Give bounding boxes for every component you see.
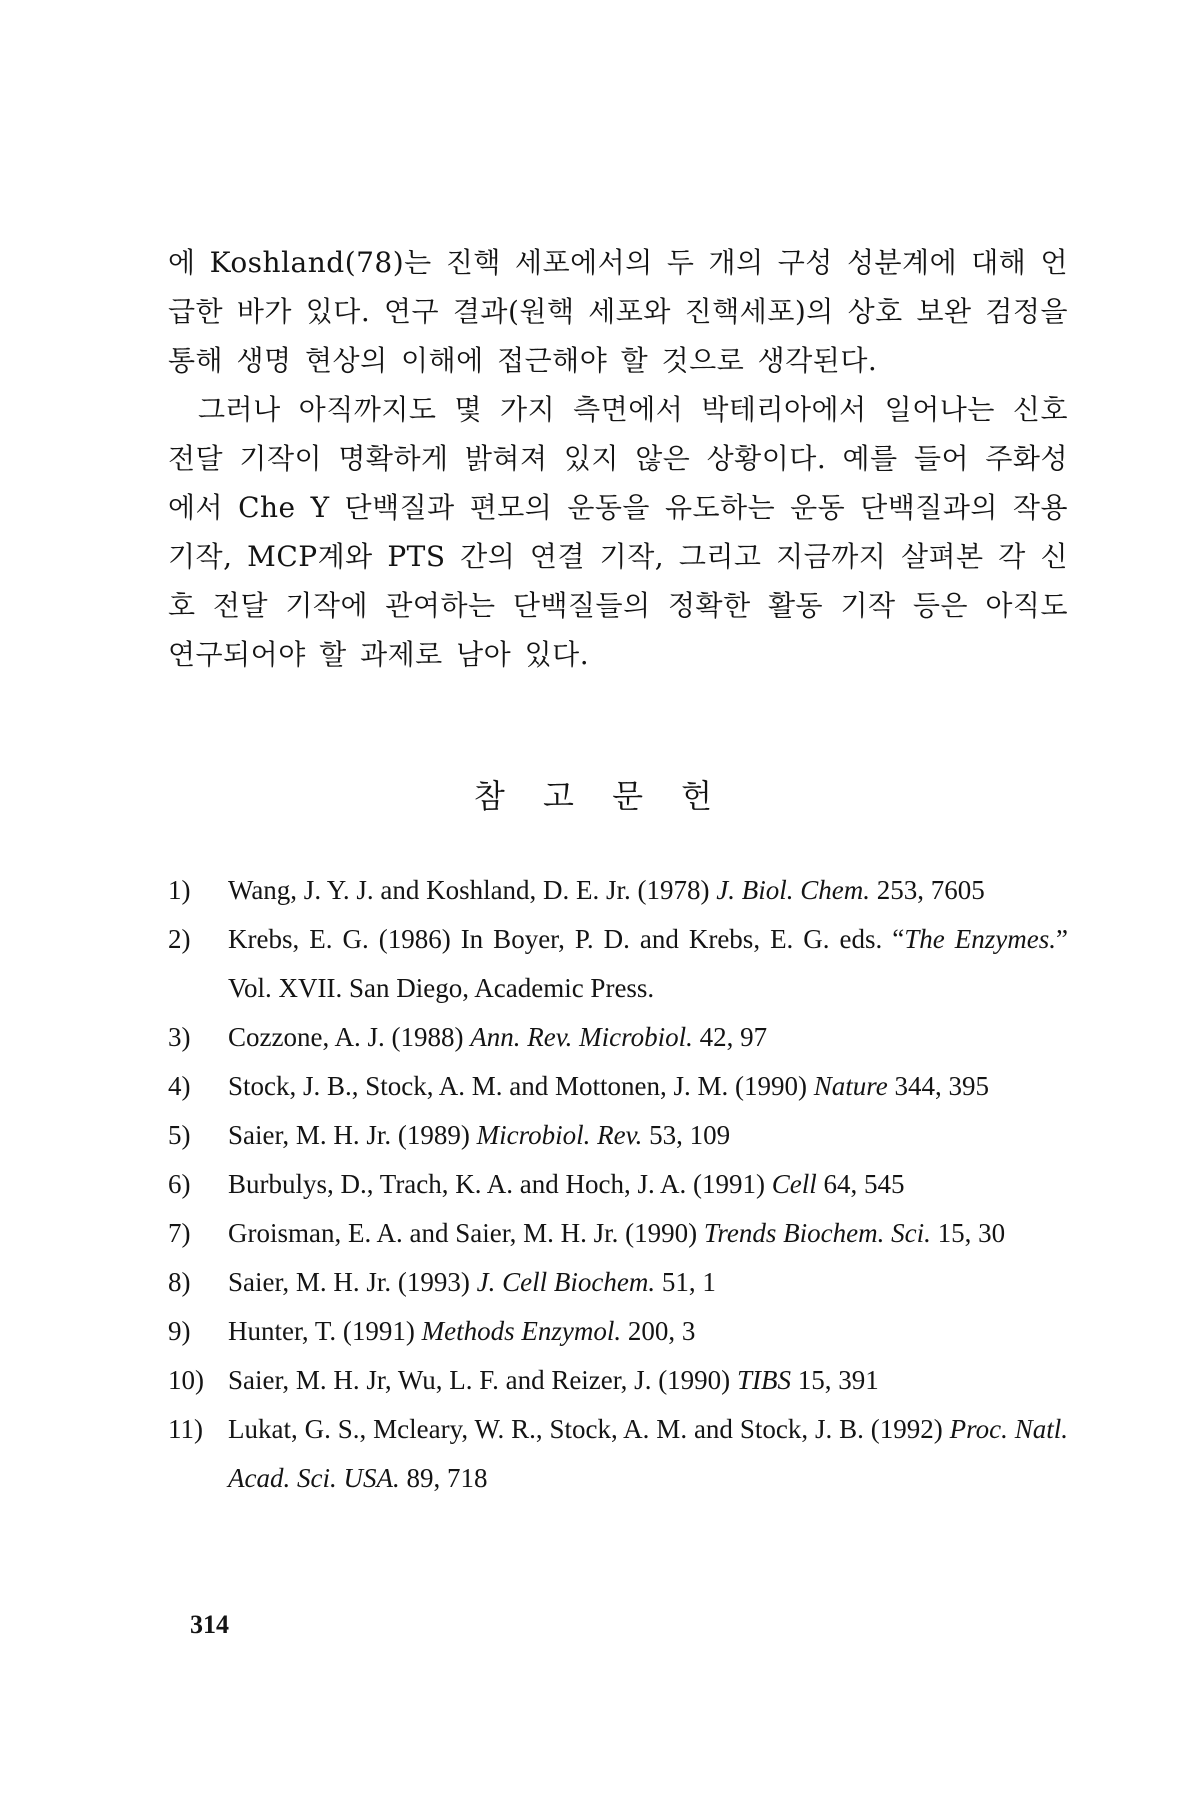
reference-list	[168, 866, 1068, 1503]
reference-journal: Nature	[813, 1071, 888, 1101]
reference-journal: Methods Enzymol.	[421, 1316, 622, 1346]
reference-text	[228, 1209, 1068, 1258]
reference-volume: 15, 30	[930, 1218, 1006, 1248]
paragraph-1: 에 Koshland(78)는 진핵 세포에서의 두 개의 구성 성분계에 대해 언급한 바가 있다. 연구 결과(원핵 세포와 진핵세포)의 상호 보완 검정을 통해 생명 현상의 이해에 접근해야 할 것으로 생각된다.	[168, 246, 1068, 377]
reference-authors: Wang, J. Y. J. and Koshland, D. E. Jr. (1978)	[228, 875, 717, 905]
reference-text	[228, 1013, 1068, 1062]
reference-volume: ” Vol. XVII. San Diego, Academic Press.	[228, 924, 1068, 1003]
reference-volume: 53, 109	[642, 1120, 731, 1150]
reference-volume: 42, 97	[692, 1022, 768, 1052]
reference-item	[168, 1405, 1068, 1503]
reference-text	[228, 1405, 1068, 1503]
reference-volume: 200, 3	[621, 1316, 696, 1346]
reference-item	[168, 1307, 1068, 1356]
reference-journal: Microbiol. Rev.	[476, 1120, 643, 1150]
reference-authors: Hunter, T. (1991)	[228, 1316, 422, 1346]
reference-text	[228, 1356, 1068, 1405]
reference-text	[228, 1258, 1068, 1307]
reference-item	[168, 1013, 1068, 1062]
reference-journal: Proc. Natl. Acad. Sci. USA.	[228, 1414, 1069, 1493]
reference-journal: J. Biol. Chem.	[716, 875, 871, 905]
reference-text	[228, 866, 1068, 915]
reference-journal: Trends Biochem. Sci.	[703, 1218, 931, 1248]
reference-authors: Groisman, E. A. and Saier, M. H. Jr. (1990)	[228, 1218, 704, 1248]
reference-number: 1)	[168, 875, 191, 905]
references-heading: 참 고 문 헌	[473, 777, 727, 815]
reference-number: 2)	[168, 924, 191, 954]
reference-number: 5)	[168, 1120, 191, 1150]
reference-volume: 64, 545	[816, 1169, 905, 1199]
reference-journal: Ann. Rev. Microbiol.	[470, 1022, 693, 1052]
reference-authors: Saier, M. H. Jr, Wu, L. F. and Reizer, J. (1990)	[228, 1365, 737, 1395]
reference-journal: Cell	[771, 1169, 817, 1199]
reference-journal: J. Cell Biochem.	[476, 1267, 656, 1297]
reference-item	[168, 866, 1068, 915]
page-number: 314	[190, 1610, 229, 1639]
reference-authors: Cozzone, A. J. (1988)	[228, 1022, 471, 1052]
reference-text	[228, 1160, 1068, 1209]
paragraph-2: 그러나 아직까지도 몇 가지 측면에서 박테리아에서 일어나는 신호 전달 기작이 명확하게 밝혀져 있지 않은 상황이다. 예를 들어 주화성에서 Che Y 단백질과 편모의 운동을 유도하는 운동 단백질과의 작용 기작, MCP계와 PTS 간의 연결 기작, 그리고 지금까지 살펴본 각 신호 전달 기작에 관여하는 단백질들의 정확한 활동 기작 등은 아직도 연구되어야 할 과제로 남아 있다.	[168, 393, 1068, 671]
reference-volume: 344, 395	[887, 1071, 990, 1101]
reference-item	[168, 1160, 1068, 1209]
reference-item	[168, 915, 1068, 1013]
reference-item	[168, 1209, 1068, 1258]
reference-authors: Burbulys, D., Trach, K. A. and Hoch, J. A. (1991)	[228, 1169, 772, 1199]
reference-text	[228, 1111, 1068, 1160]
reference-text	[228, 1062, 1068, 1111]
body-text	[168, 238, 1068, 679]
reference-number: 9)	[168, 1316, 191, 1346]
reference-number: 7)	[168, 1218, 191, 1248]
reference-item	[168, 1062, 1068, 1111]
reference-authors: Saier, M. H. Jr. (1989)	[228, 1120, 477, 1150]
reference-number: 10)	[168, 1365, 204, 1395]
reference-item	[168, 1356, 1068, 1405]
reference-number: 4)	[168, 1071, 191, 1101]
reference-number: 8)	[168, 1267, 191, 1297]
reference-authors: Krebs, E. G. (1986) In Boyer, P. D. and Krebs, E. G. eds. “	[228, 924, 905, 954]
reference-volume: 51, 1	[655, 1267, 716, 1297]
reference-journal: TIBS	[736, 1365, 791, 1395]
reference-item	[168, 1258, 1068, 1307]
reference-number: 11)	[168, 1414, 203, 1444]
reference-volume: 15, 391	[790, 1365, 879, 1395]
reference-text	[228, 1307, 1068, 1356]
reference-text	[228, 915, 1068, 1013]
reference-number: 6)	[168, 1169, 191, 1199]
reference-authors: Stock, J. B., Stock, A. M. and Mottonen, J. M. (1990)	[228, 1071, 814, 1101]
reference-item	[168, 1111, 1068, 1160]
reference-volume: 89, 718	[399, 1463, 488, 1493]
reference-authors: Lukat, G. S., Mcleary, W. R., Stock, A. M. and Stock, J. B. (1992)	[228, 1414, 950, 1444]
reference-journal: The Enzymes.	[904, 924, 1057, 954]
reference-volume: 253, 7605	[870, 875, 985, 905]
reference-number: 3)	[168, 1022, 191, 1052]
reference-authors: Saier, M. H. Jr. (1993)	[228, 1267, 477, 1297]
